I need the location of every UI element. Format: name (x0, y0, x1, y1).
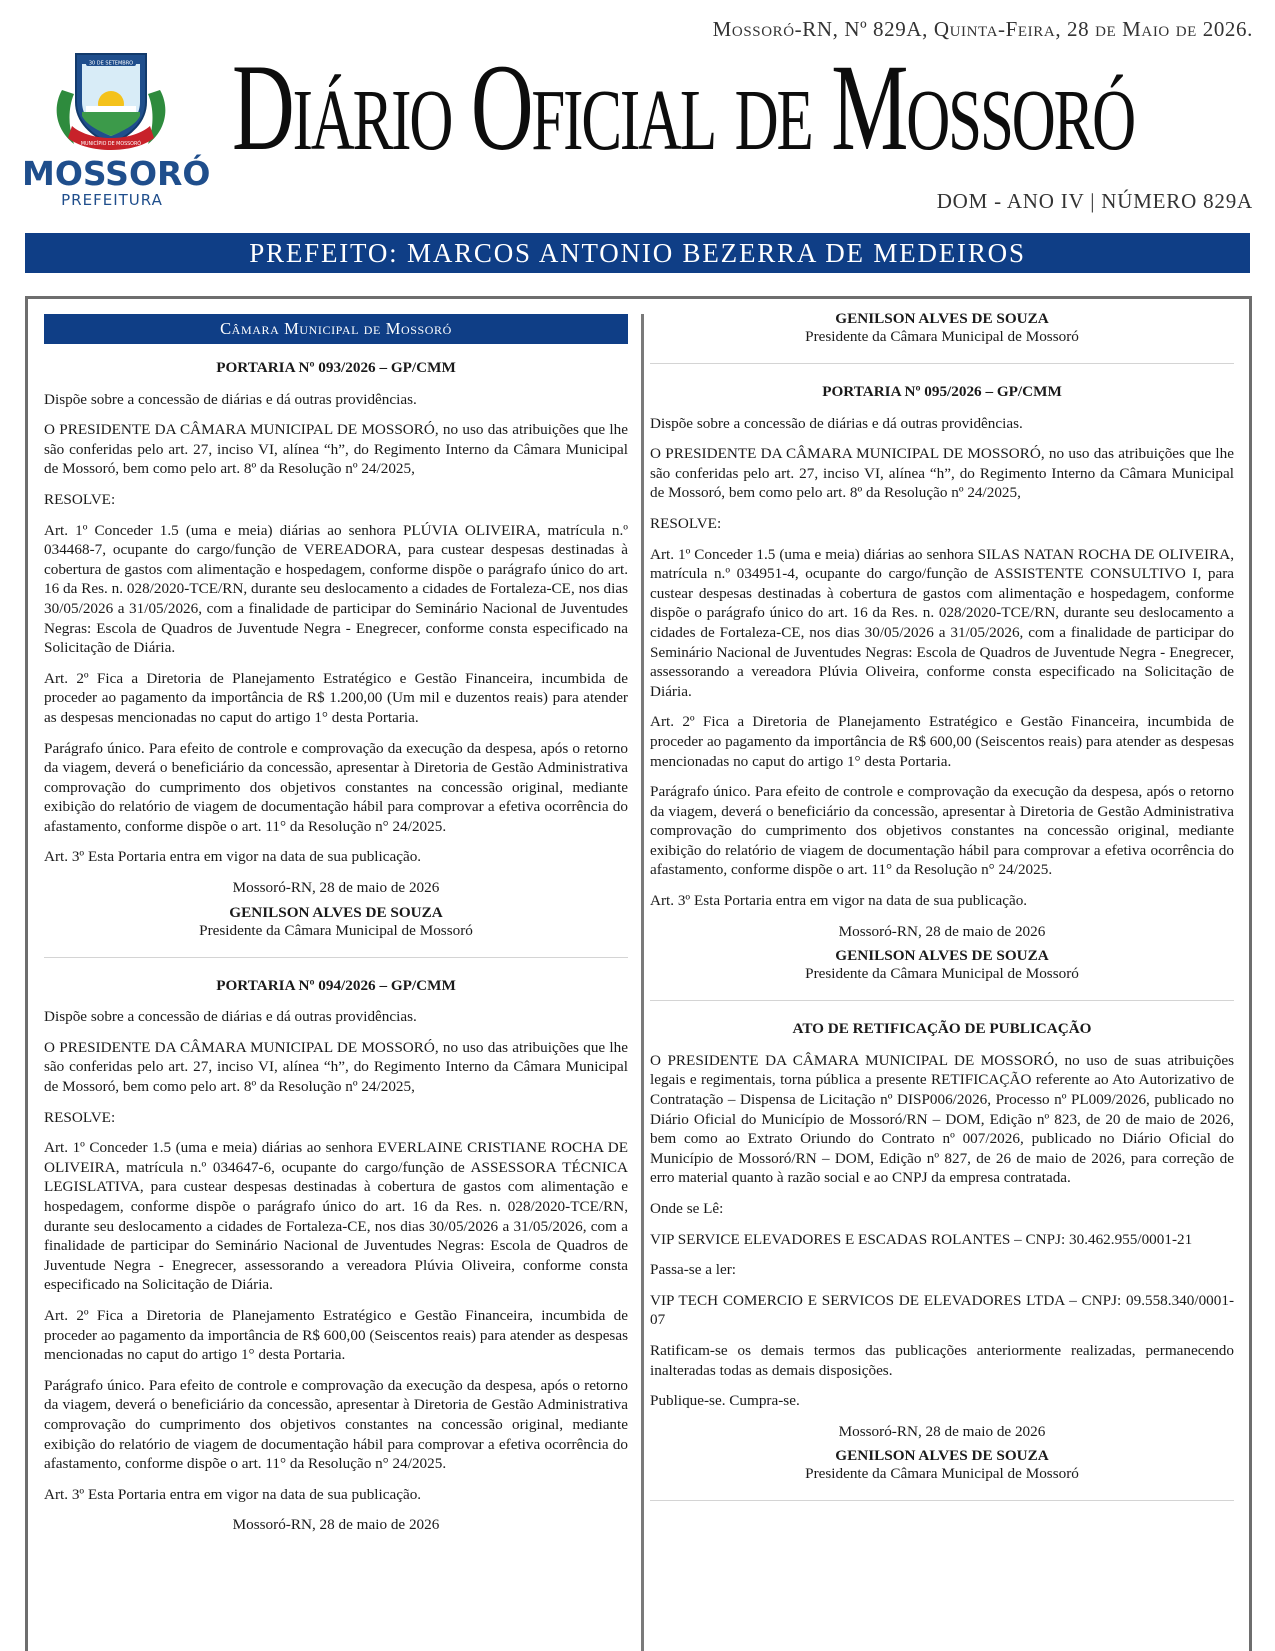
portaria-093 (44, 358, 628, 940)
edition-line: Mossoró-RN, Nº 829A, Quinta-Feira, 28 de Maio de 2026. (712, 17, 1253, 41)
ementa: Dispõe sobre a concessão de diárias e dá outras providências. (44, 390, 417, 408)
portaria-title: PORTARIA Nº 093/2026 – GP/CMM (216, 359, 456, 376)
signer-name: GENILSON ALVES DE SOUZA (835, 1447, 1049, 1465)
article-3: Art. 3º Esta Portaria entra em vigor na data de sua publicação. (650, 892, 1028, 910)
portaria-095 (650, 382, 1234, 983)
ratification-text: Ratificam-se os demais termos das publicações anteriormente realizadas, permanecendo inalteradas todas as demais disposições. (650, 1341, 1234, 1379)
article-2: Art. 2º Fica a Diretoria de Planejamento Estratégico e Gestão Financeira, incumbida de proceder ao pagamento da importância de R$ 600,00 (Seiscentos reais) para atender as despesas mencionadas no caput do artigo 1° desta Portaria. (650, 713, 1234, 770)
resolve-label: RESOLVE: (44, 490, 116, 508)
coat-of-arms-icon (50, 50, 172, 154)
preamble: O PRESIDENTE DA CÂMARA MUNICIPAL DE MOSSORÓ, no uso das atribuições que lhe são conferidas pelo art. 27, inciso VI, alínea “h”, do Regimento Interno da Câmara Municipal de Mossoró, bem como pelo art. 8º da Resolução nº 24/2025, (650, 445, 1234, 502)
left-column (44, 314, 628, 1541)
signer-name: GENILSON ALVES DE SOUZA (835, 310, 1049, 327)
signer-name: GENILSON ALVES DE SOUZA (229, 903, 443, 921)
place-date: Mossoró-RN, 28 de maio de 2026 (838, 922, 1046, 940)
signer-name: GENILSON ALVES DE SOUZA (835, 947, 1049, 965)
place-date: Mossoró-RN, 28 de maio de 2026 (232, 879, 440, 897)
portaria-094 (44, 976, 628, 1535)
ementa: Dispõe sobre a concessão de diárias e dá outras providências. (44, 1008, 417, 1026)
rectification-act (650, 1019, 1234, 1483)
sole-paragraph: Parágrafo único. Para efeito de controle e comprovação da execução da despesa, após o retorno da viagem, deverá o beneficiário da concessão, apresentar à Diretoria de Gestão Administrativa comprovação do cumprimento dos objetivos constantes na concessão original, mediante exibição do relatório de viagem de documentação hábil para comprovar a efetiva ocorrência do afastamento, conforme dispõe o art. 11° da Resolução n° 24/2025. (650, 783, 1234, 879)
article-3: Art. 3º Esta Portaria entra em vigor na data de sua publicação. (44, 848, 422, 866)
article-2: Art. 2º Fica a Diretoria de Planejamento Estratégico e Gestão Financeira, incumbida de proceder ao pagamento da importância de R$ 1.200,00 (Um mil e duzentos reais) para atender as despesas mencionadas no caput do artigo 1° desta Portaria. (44, 669, 628, 726)
logo-subtitle: PREFEITURA (61, 191, 163, 209)
should-read-label: Passa-se a ler: (650, 1261, 737, 1279)
ementa: Dispõe sobre a concessão de diárias e dá outras providências. (650, 414, 1023, 432)
rectification-body: O PRESIDENTE DA CÂMARA MUNICIPAL DE MOSSORÓ, no uso de suas atribuições legais e regimentais, torna pública a presente RETIFICAÇÃO referente ao Ato Autorizativo de Contratação – Dispensa de Licitação nº DISP006/2026, Processo nº PL009/2026, publicado no Diário Oficial do Município de Mossoró/RN – DOM, Edição nº 823, de 20 de maio de 2026, bem como ao Extrato Oriundo do Contrato nº 007/2026, publicado no Diário Oficial do Município de Mossoró/RN – DOM, Edição nº 827, de 26 de maio de 2026, para correção de erro material quanto à razão social e ao CNPJ da empresa contratada. (650, 1051, 1234, 1187)
place-date: Mossoró-RN, 28 de maio de 2026 (838, 1422, 1046, 1440)
place-date: Mossoró-RN, 28 de maio de 2026 (232, 1516, 440, 1534)
resolve-label: RESOLVE: (650, 514, 722, 532)
preamble: O PRESIDENTE DA CÂMARA MUNICIPAL DE MOSSORÓ, no uso das atribuições que lhe são conferidas pelo art. 27, inciso VI, alínea “h”, do Regimento Interno da Câmara Municipal de Mossoró, bem como pelo art. 8º da Resolução nº 24/2025, (44, 1038, 628, 1096)
prefeitura-logo (22, 50, 211, 209)
portaria-title: PORTARIA Nº 094/2026 – GP/CMM (216, 976, 456, 994)
rectification-title: ATO DE RETIFICAÇÃO DE PUBLICAÇÃO (792, 1020, 1092, 1038)
article-1: Art. 1º Conceder 1.5 (uma e meia) diárias ao senhora SILAS NATAN ROCHA DE OLIVEIRA, matrícula n.º 034951-4, ocupante do cargo/função de ASSISTENTE CONSULTIVO I, para custear despesas destinadas à cobertura de gastos com alimentação e hospedagem, conforme dispõe o parágrafo único do art. 16 da Res. n. 028/2020-TCE/RN, durante seu deslocamento a cidades de Fortaleza-CE, nos dias 30/05/2026 a 31/05/2026, com a finalidade de participar do Seminário Nacional de Juventudes Negras: Escola de Quadros de Juventude Negra - Enegrecer, assessorando a vereadora Plúvia Oliveira, conforme consta especificado na Solicitação de Diária. (650, 545, 1234, 700)
resolve-label: RESOLVE: (44, 1108, 116, 1126)
article-1: Art. 1º Conceder 1.5 (uma e meia) diárias ao senhora EVERLAINE CRISTIANE ROCHA DE OLIVEIRA, matrícula n.º 034647-6, ocupante do cargo/função de ASSESSORA TÉCNICA LEGISLATIVA, para custear despesas destinadas à cobertura de gastos com alimentação e hospedagem, conforme dispõe o parágrafo único do art. 16 da Res. n. 028/2020-TCE/RN, durante seu deslocamento a cidades de Fortaleza-CE, nos dias 30/05/2026 a 31/05/2026, com a finalidade de participar do Seminário Nacional de Juventudes Negras: Escola de Quadros de Juventude Negra - Enegrecer, assessorando a vereadora Plúvia Oliveira, conforme consta especificado na Solicitação de Diária. (44, 1139, 628, 1294)
right-column (650, 310, 1234, 1519)
seal-top-text: 30 DE SETEMBRO (88, 60, 134, 67)
divider (650, 363, 1234, 364)
seal-bottom-text: MUNICÍPIO DE MOSSORÓ (80, 142, 142, 147)
signer-role: Presidente da Câmara Municipal de Mossoró (805, 1465, 1079, 1483)
article-3: Art. 3º Esta Portaria entra em vigor na data de sua publicação. (44, 1485, 422, 1503)
signer-role: Presidente da Câmara Municipal de Mossoró (199, 921, 473, 939)
signer-role: Presidente da Câmara Municipal de Mossoró (805, 965, 1079, 983)
mayor-banner: PREFEITO: MARCOS ANTONIO BEZERRA DE MEDEIROS (25, 233, 1250, 273)
where-reads-label: Onde se Lê: (650, 1200, 724, 1217)
edition-number: DOM - ANO IV | NÚMERO 829A (936, 189, 1253, 213)
where-reads-text: VIP SERVICE ELEVADORES E ESCADAS ROLANTES – CNPJ: 30.462.955/0001-21 (650, 1230, 1193, 1248)
divider (650, 1000, 1234, 1001)
sole-paragraph: Parágrafo único. Para efeito de controle e comprovação da execução da despesa, após o retorno da viagem, deverá o beneficiário da concessão, apresentar à Diretoria de Gestão Administrativa comprovação do cumprimento dos objetivos constantes na concessão original, mediante exibição do relatório de viagem de documentação hábil para comprovar a efetiva ocorrência do afastamento, conforme dispõe o art. 11° da Resolução n° 24/2025. (44, 1376, 628, 1473)
logo-city-name: MOSSORÓ (22, 154, 211, 193)
portaria-title: PORTARIA Nº 095/2026 – GP/CMM (822, 383, 1062, 400)
preamble: O PRESIDENTE DA CÂMARA MUNICIPAL DE MOSSORÓ, no uso das atribuições que lhe são conferidas pelo art. 27, inciso VI, alínea “h”, do Regimento Interno da Câmara Municipal de Mossoró, bem como pelo art. 8º da Resolução nº 24/2025, (44, 421, 628, 478)
should-read-text: VIP TECH COMERCIO E SERVICOS DE ELEVADORES LTDA – CNPJ: 09.558.340/0001-07 (650, 1291, 1234, 1329)
article-2: Art. 2º Fica a Diretoria de Planejamento Estratégico e Gestão Financeira, incumbida de proceder ao pagamento da importância de R$ 600,00 (Seiscentos reais) para atender as despesas mencionadas no caput do artigo 1° desta Portaria. (44, 1306, 628, 1364)
signer-role: Presidente da Câmara Municipal de Mossoró (805, 328, 1079, 345)
divider (44, 957, 628, 958)
sole-paragraph: Parágrafo único. Para efeito de controle e comprovação da execução da despesa, após o retorno da viagem, deverá o beneficiário da concessão, apresentar à Diretoria de Gestão Administrativa comprovação do cumprimento dos objetivos constantes na concessão original, mediante exibição do relatório de viagem de documentação hábil para comprovar a efetiva ocorrência do afastamento, conforme dispõe o art. 11° da Resolução n° 24/2025. (44, 739, 628, 835)
article-1: Art. 1º Conceder 1.5 (uma e meia) diárias ao senhora PLÚVIA OLIVEIRA, matrícula n.º 034468-7, ocupante do cargo/função de VEREADORA, para custear despesas destinadas à cobertura de gastos com alimentação e hospedagem, conforme dispõe o parágrafo único do art. 16 da Res. n. 028/2020-TCE/RN, durante seu deslocamento a cidades de Fortaleza-CE, nos dias 30/05/2026 a 31/05/2026, com a finalidade de participar do Seminário Nacional de Juventudes Negras: Escola de Quadros de Juventude Negra - Enegrecer, conforme consta especificado na Solicitação de Diária. (44, 521, 628, 657)
column-divider (641, 314, 644, 1651)
publish-text: Publique-se. Cumpra-se. (650, 1392, 800, 1410)
section-header: Câmara Municipal de Mossoró (44, 314, 628, 344)
masthead-title: Diário Oficial de Mossoró (232, 39, 1135, 176)
divider (650, 1500, 1234, 1501)
